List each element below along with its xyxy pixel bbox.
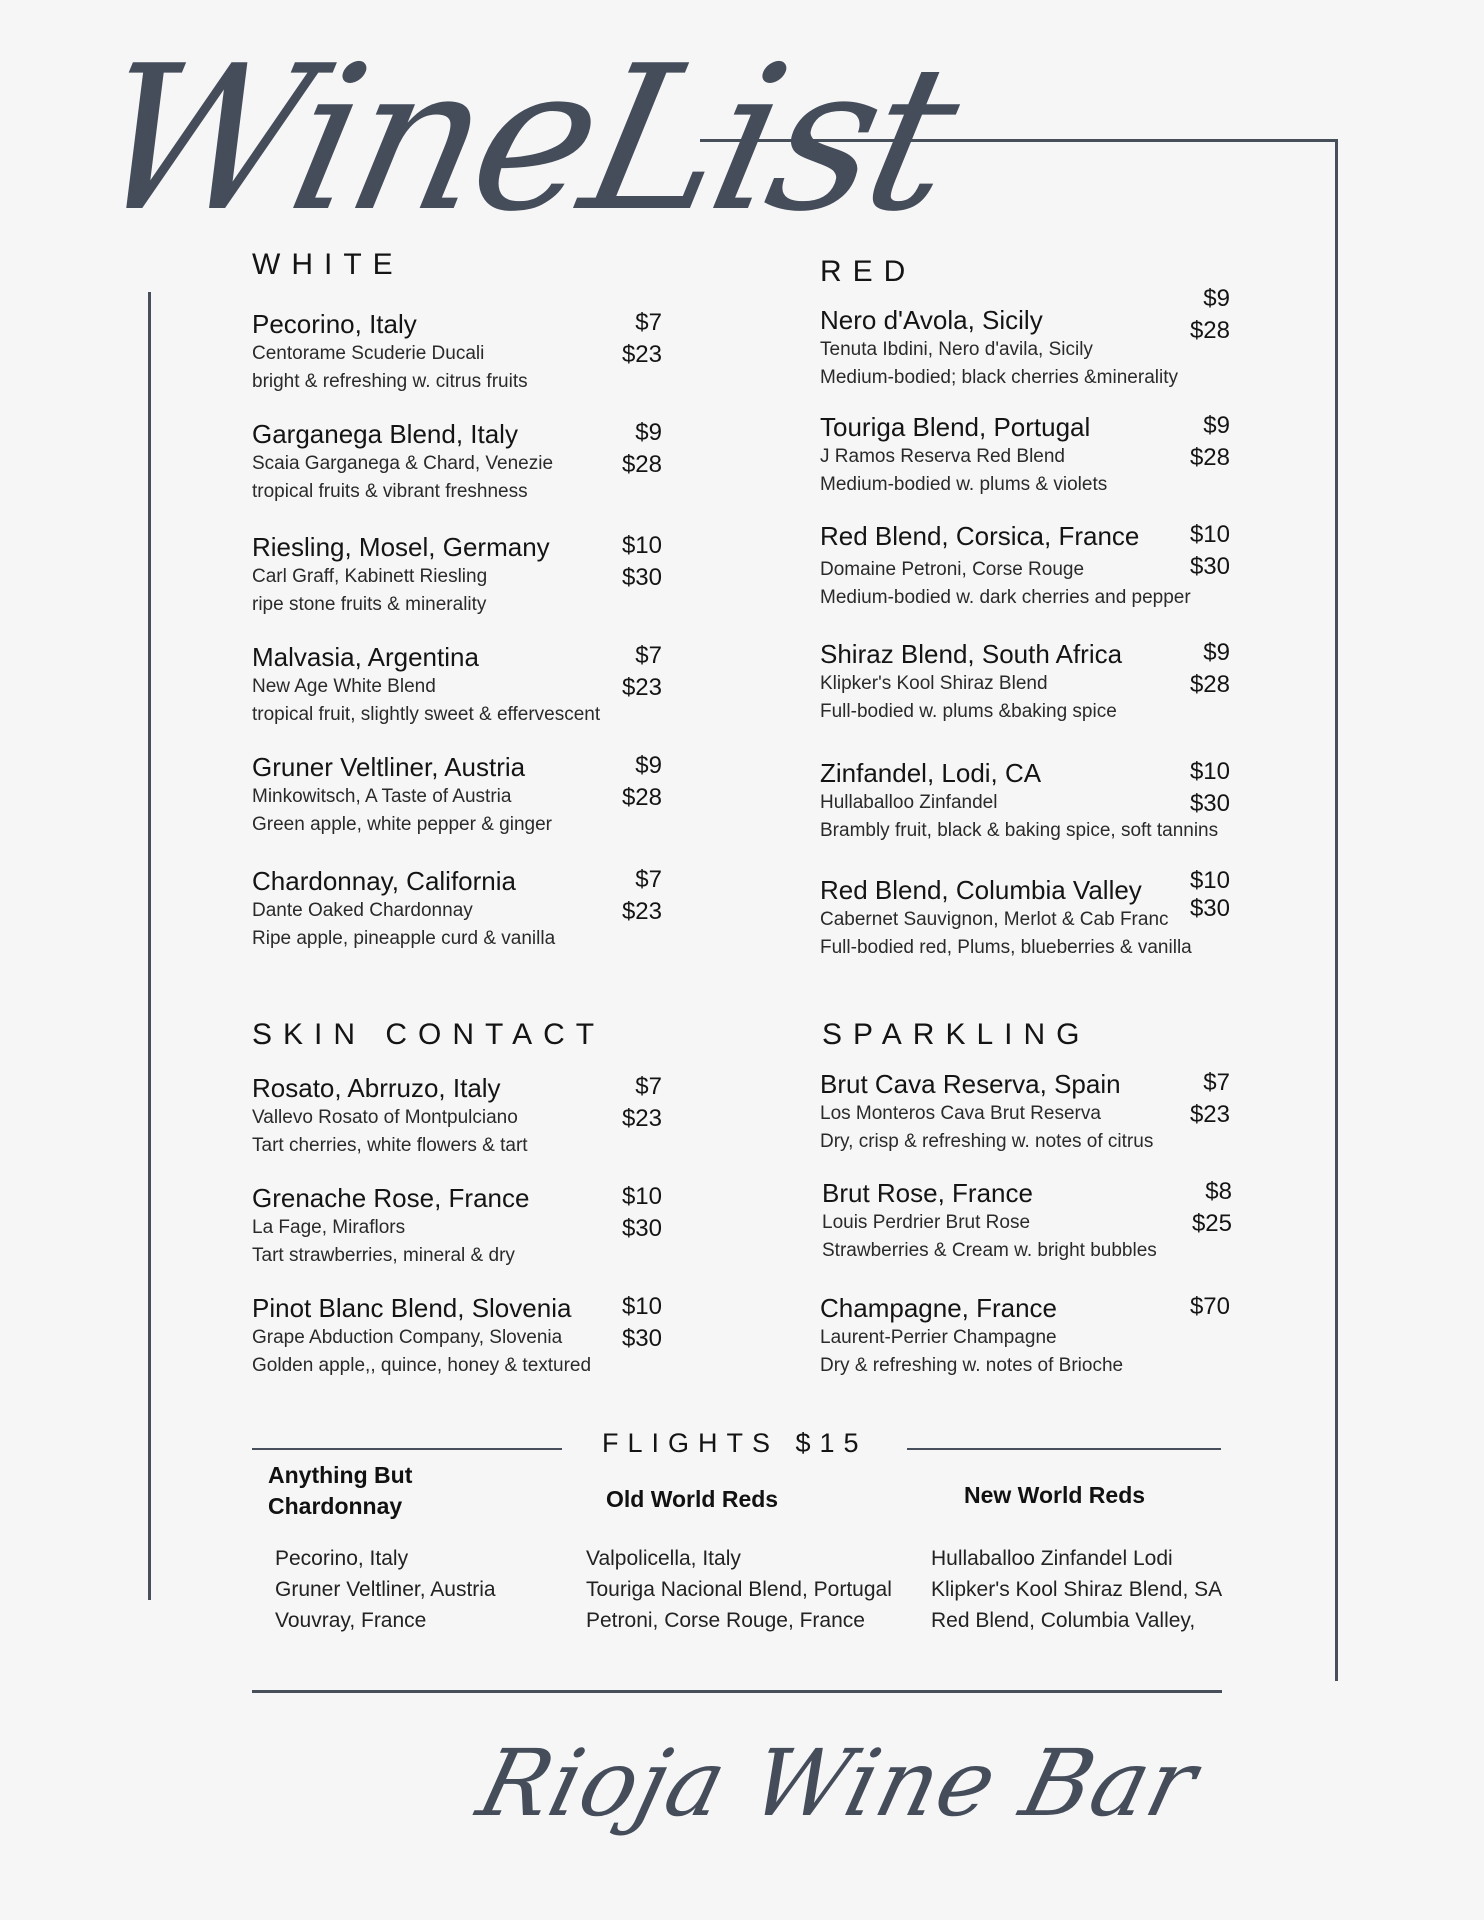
flights-rule-right xyxy=(907,1448,1221,1450)
wine-producer: Scaia Garganega & Chard, Venezie xyxy=(252,453,554,474)
flight-wine: Hullaballoo Zinfandel Lodi xyxy=(931,1547,1173,1570)
price-bottle: $28 xyxy=(1189,317,1230,344)
flight-wine: Valpolicella, Italy xyxy=(586,1547,741,1570)
wine-name: Touriga Blend, Portugal xyxy=(820,412,1091,442)
wine-notes: Dry, crisp & refreshing w. notes of citrus xyxy=(820,1131,1154,1152)
flight-wine: Touriga Nacional Blend, Portugal xyxy=(586,1578,892,1601)
wine-producer: Laurent-Perrier Champagne xyxy=(820,1327,1057,1348)
wine-name: Nero d'Avola, Sicily xyxy=(820,305,1043,335)
wine-notes: Full-bodied w. plums &baking spice xyxy=(820,701,1117,722)
section-heading-red: RED xyxy=(820,255,917,288)
price-glass: $10 xyxy=(621,532,662,559)
wine-producer: Louis Perdrier Brut Rose xyxy=(822,1212,1031,1233)
wine-producer: Cabernet Sauvignon, Merlot & Cab Franc xyxy=(820,909,1169,930)
wine-producer: Carl Graff, Kabinett Riesling xyxy=(252,566,488,587)
wine-producer: Grape Abduction Company, Slovenia xyxy=(252,1327,563,1348)
wine-producer: Tenuta Ibdini, Nero d'avila, Sicily xyxy=(820,339,1093,360)
flight-wine: Pecorino, Italy xyxy=(275,1547,409,1570)
wine-item xyxy=(252,865,662,953)
wine-item xyxy=(820,411,1230,499)
price-bottle: $30 xyxy=(1189,790,1230,817)
price-glass: $9 xyxy=(635,752,662,779)
wine-notes: Tart strawberries, mineral & dry xyxy=(252,1245,515,1266)
price-glass: $10 xyxy=(1189,521,1230,548)
wine-producer: Hullaballoo Zinfandel xyxy=(820,792,998,813)
price-glass: $9 xyxy=(1203,285,1230,312)
section-heading-white: WHITE xyxy=(252,248,404,281)
flight-wine-list xyxy=(931,1543,1222,1636)
flight-title: Old World Reds xyxy=(606,1486,779,1512)
wine-producer: Los Monteros Cava Brut Reserva xyxy=(820,1103,1101,1124)
price-bottle: $30 xyxy=(1189,553,1230,580)
wine-name: Red Blend, Corsica, France xyxy=(820,521,1140,551)
wine-name: Grenache Rose, France xyxy=(252,1183,530,1213)
wine-name: Riesling, Mosel, Germany xyxy=(252,532,550,562)
flight-wine: Petroni, Corse Rouge, France xyxy=(586,1609,865,1632)
price-bottle: $30 xyxy=(621,1325,662,1352)
price-bottle: $30 xyxy=(621,1215,662,1242)
wine-item xyxy=(820,757,1230,845)
wine-producer: Dante Oaked Chardonnay xyxy=(252,900,473,921)
price-glass: $7 xyxy=(635,309,662,336)
wine-item xyxy=(252,1072,662,1160)
wine-name: Pecorino, Italy xyxy=(252,309,417,339)
wine-name: Chardonnay, California xyxy=(252,866,516,896)
price-glass: $7 xyxy=(1203,1069,1230,1096)
wine-item xyxy=(820,1068,1230,1156)
flight-wine: Gruner Veltliner, Austria xyxy=(275,1578,496,1601)
wine-name: Red Blend, Columbia Valley xyxy=(820,875,1142,905)
frame-bottom-line xyxy=(252,1690,1222,1693)
section-heading-flights: FLIGHTS $15 xyxy=(602,1428,868,1458)
wine-producer: New Age White Blend xyxy=(252,676,436,697)
price-glass: $10 xyxy=(621,1293,662,1320)
price-bottle: $30 xyxy=(621,564,662,591)
wine-item xyxy=(252,1182,662,1270)
price-bottle: $23 xyxy=(621,341,662,368)
wine-producer: Klipker's Kool Shiraz Blend xyxy=(820,673,1048,694)
bar-name: Rioja Wine Bar xyxy=(468,1730,1208,1837)
wine-item xyxy=(252,641,662,729)
wine-name: Gruner Veltliner, Austria xyxy=(252,752,526,782)
flight-wine: Red Blend, Columbia Valley, xyxy=(931,1609,1196,1632)
price-bottle: $23 xyxy=(621,674,662,701)
wine-item xyxy=(252,308,662,396)
price-bottle: $30 xyxy=(1189,895,1230,922)
wine-notes: tropical fruit, slightly sweet & effervescent xyxy=(252,704,601,725)
wine-notes: Dry & refreshing w. notes of Brioche xyxy=(820,1355,1124,1376)
price-glass: $9 xyxy=(1203,639,1230,666)
flight-wine: Klipker's Kool Shiraz Blend, SA xyxy=(931,1578,1223,1601)
price-glass: $9 xyxy=(635,419,662,446)
wine-notes: Tart cherries, white flowers & tart xyxy=(252,1135,528,1156)
wine-item xyxy=(252,531,662,619)
price-bottle: $28 xyxy=(621,451,662,478)
menu-title: WineList xyxy=(76,23,972,256)
wine-name: Champagne, France xyxy=(820,1293,1058,1323)
wine-producer: Minkowitsch, A Taste of Austria xyxy=(252,786,512,807)
wine-notes: bright & refreshing w. citrus fruits xyxy=(252,371,528,392)
price-glass: $7 xyxy=(635,1073,662,1100)
frame-left-line xyxy=(148,292,151,1600)
wine-notes: Golden apple,, quince, honey & textured xyxy=(252,1355,592,1376)
wine-name: Brut Rose, France xyxy=(822,1178,1033,1208)
wine-notes: Strawberries & Cream w. bright bubbles xyxy=(822,1240,1157,1261)
wine-item xyxy=(820,638,1230,726)
wine-item xyxy=(822,1177,1232,1265)
flight-title: Anything But Chardonnay xyxy=(268,1462,413,1519)
price-glass: $7 xyxy=(635,866,662,893)
wine-notes: ripe stone fruits & minerality xyxy=(252,594,487,615)
frame-right-line xyxy=(1335,139,1338,1681)
wine-producer: J Ramos Reserva Red Blend xyxy=(820,446,1065,467)
wine-name: Malvasia, Argentina xyxy=(252,642,479,672)
price-bottle: $23 xyxy=(621,898,662,925)
wine-item xyxy=(252,1292,662,1380)
price-bottle: $28 xyxy=(1189,671,1230,698)
wine-notes: Full-bodied red, Plums, blueberries & vanilla xyxy=(820,937,1192,958)
wine-notes: Medium-bodied w. plums & violets xyxy=(820,474,1108,495)
wine-item xyxy=(820,520,1230,612)
flight-title: New World Reds xyxy=(964,1482,1146,1508)
flight-wine: Vouvray, France xyxy=(275,1609,427,1632)
wine-item xyxy=(820,867,1230,962)
wine-notes: Medium-bodied; black cherries &minerality xyxy=(820,367,1178,388)
price-glass: $9 xyxy=(1203,412,1230,439)
wine-name: Brut Cava Reserva, Spain xyxy=(820,1069,1121,1099)
price-glass: $10 xyxy=(1189,867,1230,894)
price-bottle: $23 xyxy=(621,1105,662,1132)
price-glass: $10 xyxy=(621,1183,662,1210)
wine-item xyxy=(820,285,1230,392)
wine-producer: Vallevo Rosato of Montpulciano xyxy=(252,1107,518,1128)
wine-notes: tropical fruits & vibrant freshness xyxy=(252,481,528,502)
wine-notes: Brambly fruit, black & baking spice, soft tannins xyxy=(820,820,1219,841)
wine-name: Zinfandel, Lodi, CA xyxy=(820,758,1042,788)
price-glass: $8 xyxy=(1205,1178,1232,1205)
wine-name: Shiraz Blend, South Africa xyxy=(820,639,1123,669)
wine-item xyxy=(252,418,662,506)
price-glass: $7 xyxy=(635,642,662,669)
section-heading-sparkling: SPARKLING xyxy=(822,1018,1091,1051)
price-bottle: $23 xyxy=(1189,1101,1230,1128)
wine-notes: Ripe apple, pineapple curd & vanilla xyxy=(252,928,556,949)
wine-notes: Green apple, white pepper & ginger xyxy=(252,814,552,835)
wine-item xyxy=(252,751,662,839)
section-heading-skin-contact: SKIN CONTACT xyxy=(252,1018,606,1051)
price-bottle: $25 xyxy=(1191,1210,1232,1237)
flight-wine-list xyxy=(586,1543,892,1636)
wine-name: Rosato, Abrruzo, Italy xyxy=(252,1073,501,1103)
price-glass: $10 xyxy=(1189,758,1230,785)
wine-name: Pinot Blanc Blend, Slovenia xyxy=(252,1293,572,1323)
wine-item xyxy=(820,1292,1230,1380)
wine-producer: Domaine Petroni, Corse Rouge xyxy=(820,559,1085,580)
price-glass: $70 xyxy=(1189,1293,1230,1320)
price-bottle: $28 xyxy=(1189,444,1230,471)
wine-producer: Centorame Scuderie Ducali xyxy=(252,343,485,364)
flights-rule-left xyxy=(252,1448,562,1450)
wine-notes: Medium-bodied w. dark cherries and pepper xyxy=(820,587,1191,608)
flight-wine-list xyxy=(275,1543,496,1636)
price-bottle: $28 xyxy=(621,784,662,811)
wine-name: Garganega Blend, Italy xyxy=(252,419,518,449)
wine-producer: La Fage, Miraflors xyxy=(252,1217,406,1238)
